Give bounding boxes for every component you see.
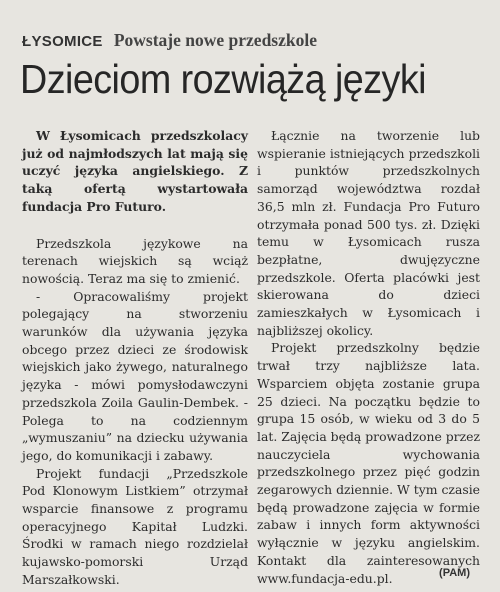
left-paragraph: Przedszkola językowe na terenach wiejskich są wciąż nowością. Teraz ma się to zmienić. bbox=[22, 235, 248, 286]
left-paragraph: - Opracowaliśmy projekt polegający na stworzeniu warunków dla używania języka obcego przez dzieci ze środowisk wiejskich jako żywego, naturalnego języka - mówi pomysłodawczyni przedszkola Zoila Gaulin-Dembek. - Polega to na codziennym „wymuszaniu” na dziecku używania jego, do komunikacji i zabawy. bbox=[22, 288, 248, 463]
author-credit: (PAM) bbox=[439, 567, 470, 579]
article-kicker bbox=[22, 30, 317, 51]
right-paragraph: Łącznie na tworzenie lub wspieranie istniejących przedszkoli i punktów przedszkolnych samorząd województwa rozdał 36,5 mln zł. Fundacja Pro Futuro otrzymała ponad 500 tys. zł. Dzięki temu w Łysomicach rusza bezpłatne, dwujęzyczne przedszkole. Oferta placówki jest skierowana do dzieci zamieszkałych w Łysomicach i najbliższej okolicy. bbox=[257, 128, 480, 338]
article-headline: Dzieciom rozwiążą języki bbox=[20, 56, 426, 102]
article-lead: W Łysomicach przedszkolacy już od najmłodszych lat mają się uczyć języka angielskiego. Z taką ofertą wystartowała fundacja Pro Futuro. bbox=[22, 128, 248, 214]
left-paragraph: Projekt fundacji „Przedszkole Pod Klonowym Listkiem” otrzymał wsparcie finansowe z programu operacyjnego Kapitał Ludzki. Środki w ramach niego rozdzielał kujawsko-pomorski Urząd Marszałkowski. bbox=[22, 465, 248, 587]
right-column bbox=[257, 127, 480, 587]
right-paragraph: Projekt przedszkolny będzie trwał trzy najbliższe lata. Wsparciem objęta zostanie grupa 25 dzieci. Na początku będzie to grupa 15 osób, w wieku od 3 do 5 lat. Zajęcia będą prowadzone przez nauczyciela wychowania przedszkolnego przez pięć godzin zegarowych dziennie. W tym czasie będą prowadzone zajęcia w formie zabaw i innych form aktywności wyłącznie w języku angielskim. Kontakt dla zainteresowanych www.fundacja-edu.pl. bbox=[257, 340, 480, 586]
left-column bbox=[22, 127, 248, 589]
kicker-location: ŁYSOMICE bbox=[22, 33, 103, 50]
kicker-subtitle: Powstaje nowe przedszkole bbox=[113, 30, 317, 50]
